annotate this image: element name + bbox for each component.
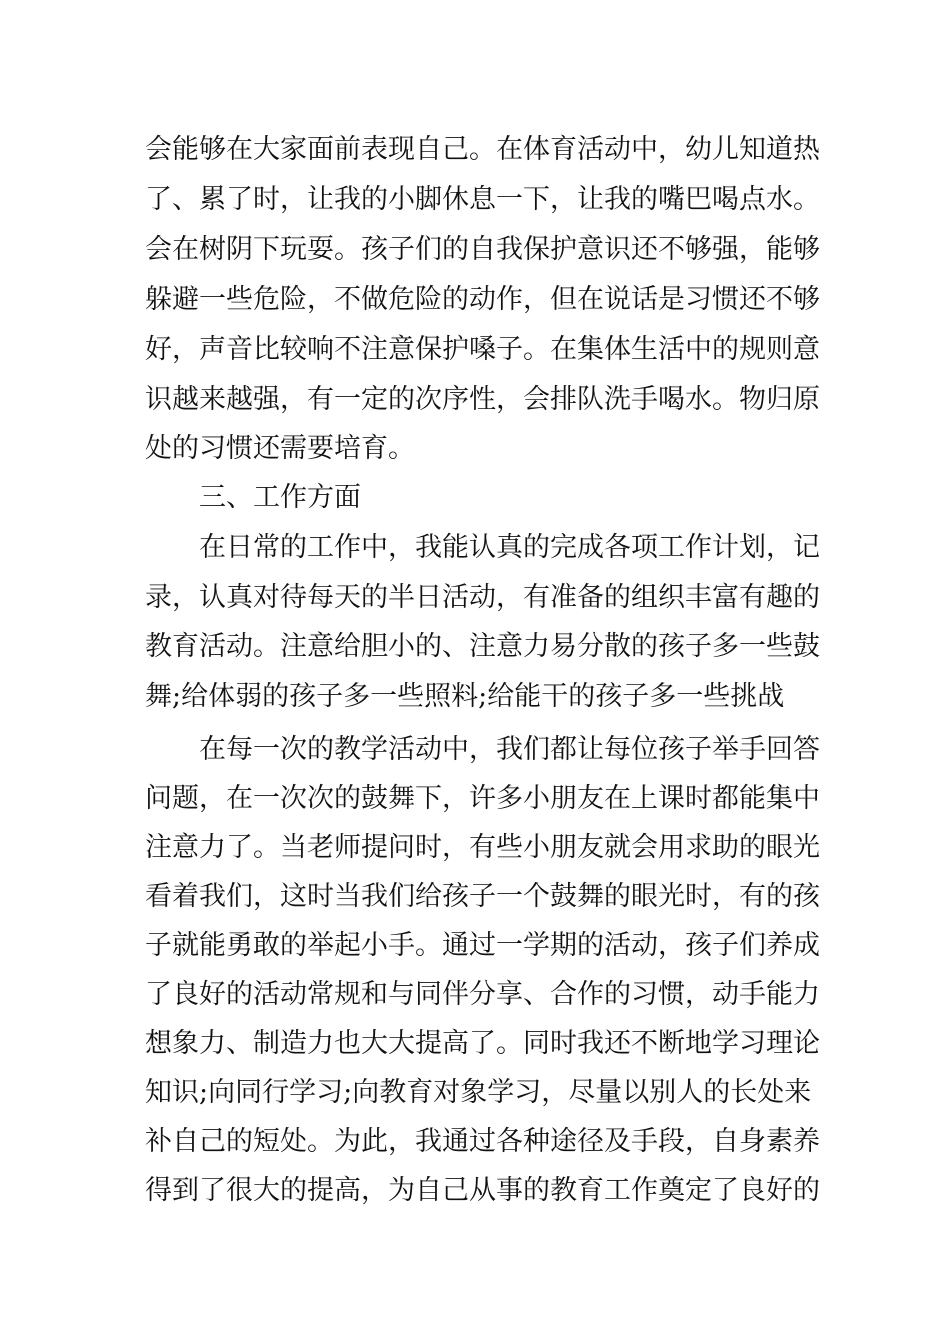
text-line: 识越来越强，有一定的次序性，会排队洗手喝水。物归原 (145, 384, 820, 415)
text-line: 注意力了。当老师提问时，有些小朋友就会用求助的眼光 (145, 832, 820, 863)
text-line: 想象力、制造力也大大提高了。同时我还不断地学习理论 (145, 1028, 820, 1059)
text-line: 躲避一些危险，不做危险的动作，但在说话是习惯还不够 (145, 284, 820, 315)
text-line: 教育活动。注意给胆小的、注意力易分散的孩子多一些鼓 (145, 631, 820, 662)
text-line: 子就能勇敢的举起小手。通过一学期的活动，孩子们养成 (145, 930, 820, 961)
text-line: 看着我们，这时当我们给孩子一个鼓舞的眼光时，有的孩 (145, 881, 820, 912)
text-line: 在每一次的教学活动中，我们都让每位孩子举手回答 (199, 734, 820, 765)
text-line: 会能够在大家面前表现自己。在体育活动中，幼儿知道热 (145, 134, 820, 165)
text-line: 处的习惯还需要培育。 (145, 433, 415, 464)
text-line: 问题，在一次次的鼓舞下，许多小朋友在上课时都能集中 (145, 783, 820, 814)
text-line: 补自己的短处。为此，我通过各种途径及手段，自身素养 (145, 1126, 820, 1157)
text-line: 了良好的活动常规和与同伴分享、合作的习惯，动手能力 (145, 979, 820, 1010)
text-line: 在日常的工作中，我能认真的完成各项工作计划，记 (199, 532, 820, 563)
section-heading: 三、工作方面 (199, 482, 361, 513)
text-line: 了、累了时，让我的小脚休息一下，让我的嘴巴喝点水。 (145, 184, 820, 215)
text-line: 舞;给体弱的孩子多一些照料;给能干的孩子多一些挑战 (145, 681, 785, 712)
text-line: 知识;向同行学习;向教育对象学习，尽量以别人的长处来 (145, 1077, 812, 1108)
text-line: 录，认真对待每天的半日活动，有准备的组织丰富有趣的 (145, 582, 820, 613)
text-line: 好，声音比较响不注意保护嗓子。在集体生活中的规则意 (145, 334, 820, 365)
text-line: 得到了很大的提高，为自己从事的教育工作奠定了良好的 (145, 1175, 820, 1206)
text-line: 会在树阴下玩耍。孩子们的自我保护意识还不够强，能够 (145, 234, 820, 265)
